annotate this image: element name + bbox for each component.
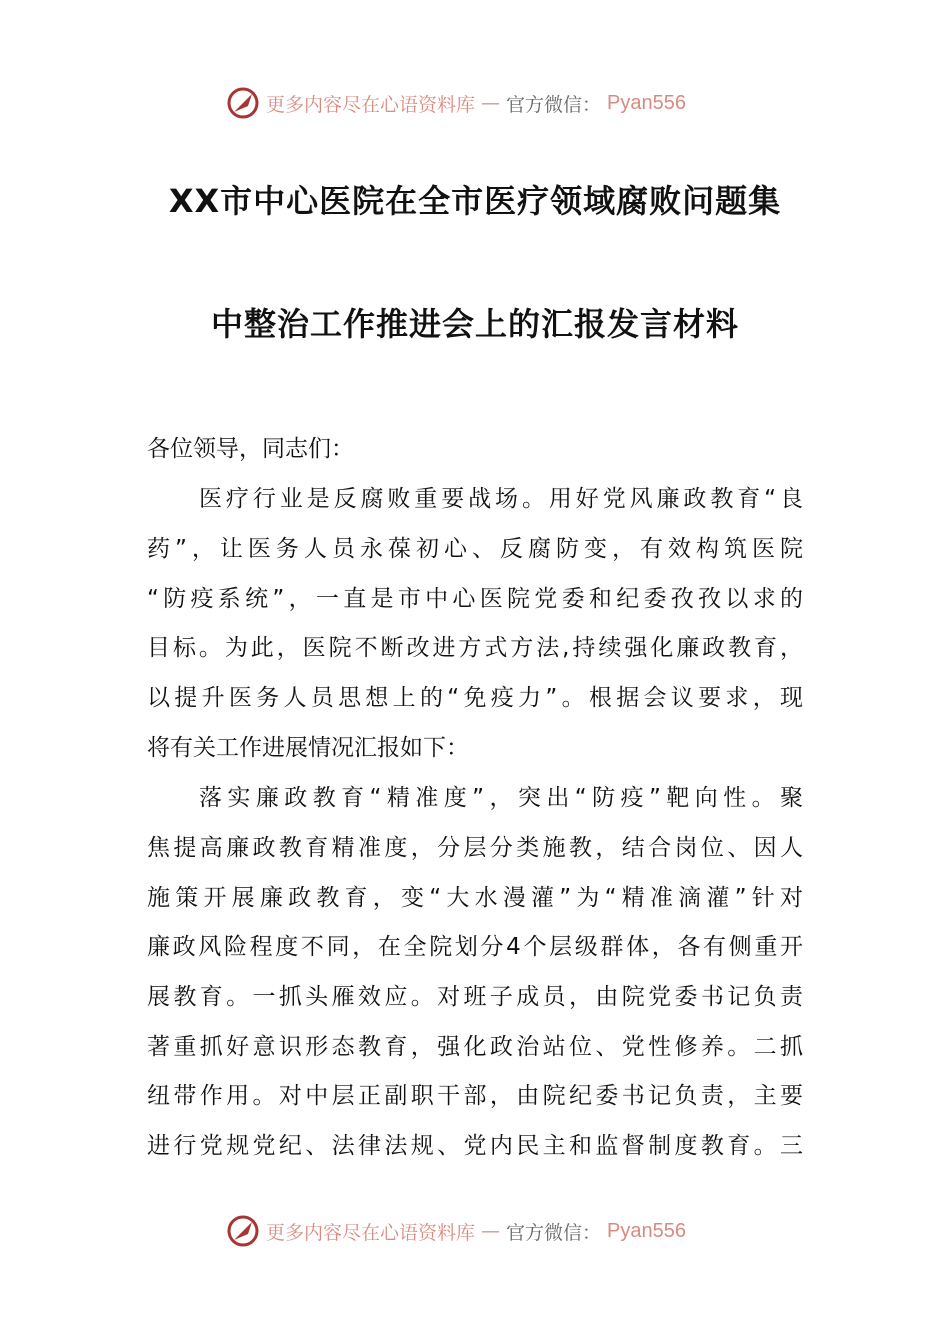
banner-dash: — <box>481 92 501 114</box>
document-title-line-2: 中整治工作推进会上的汇报发言材料 <box>210 305 739 343</box>
banner-wechat-id: Pyan556 <box>607 1219 686 1242</box>
salutation: 各位领导，同志们： <box>147 436 354 462</box>
body-line: 展教育。一抓头雁效应。对班子成员，由院党委书记负责 <box>147 984 803 1010</box>
banner-site-text: 更多内容尽在心语资料库 <box>266 93 476 116</box>
body-line: 以提升医务人员思想上的“免疫力”。根据会议要求，现 <box>147 685 803 711</box>
body-line: 纽带作用。对中层正副职干部，由院纪委书记负责，主要 <box>147 1083 803 1109</box>
quill-logo-icon <box>226 1214 260 1248</box>
banner-site-text: 更多内容尽在心语资料库 <box>266 1221 476 1244</box>
body-line: 施策开展廉政教育，变“大水漫灌”为“精准滴灌”针对 <box>147 885 803 911</box>
body-line: 目标。为此，医院不断改进方式方法,持续强化廉政教育， <box>147 635 803 661</box>
body-line: 焦提高廉政教育精准度，分层分类施教，结合岗位、因人 <box>147 835 803 861</box>
body-line: 落实廉政教育“精准度”，突出“防疫”靶向性。聚 <box>199 785 803 811</box>
quill-logo-icon <box>226 86 260 120</box>
banner-wechat-label: 官方微信： <box>506 1221 602 1244</box>
banner-wechat-label: 官方微信： <box>506 93 602 116</box>
header-banner <box>226 83 726 123</box>
footer-banner <box>226 1211 726 1251</box>
body-line: 将有关工作进展情况汇报如下： <box>147 735 469 761</box>
banner-dash: — <box>481 1220 501 1242</box>
body-line: 医疗行业是反腐败重要战场。用好党风廉政教育“良 <box>199 486 803 512</box>
body-line: 进行党规党纪、法律法规、党内民主和监督制度教育。三 <box>147 1133 803 1159</box>
body-line: “防疫系统”，一直是市中心医院党委和纪委孜孜以求的 <box>147 586 803 612</box>
body-line: 著重抓好意识形态教育，强化政治站位、党性修养。二抓 <box>147 1034 803 1060</box>
banner-wechat-id: Pyan556 <box>607 91 686 114</box>
body-line: 廉政风险程度不同，在全院划分4个层级群体，各有侧重开 <box>147 934 803 960</box>
document-title-line-1: XX市中心医院在全市医疗领域腐败问题集 <box>168 182 782 220</box>
body-line: 药”，让医务人员永葆初心、反腐防变，有效构筑医院 <box>147 536 803 562</box>
